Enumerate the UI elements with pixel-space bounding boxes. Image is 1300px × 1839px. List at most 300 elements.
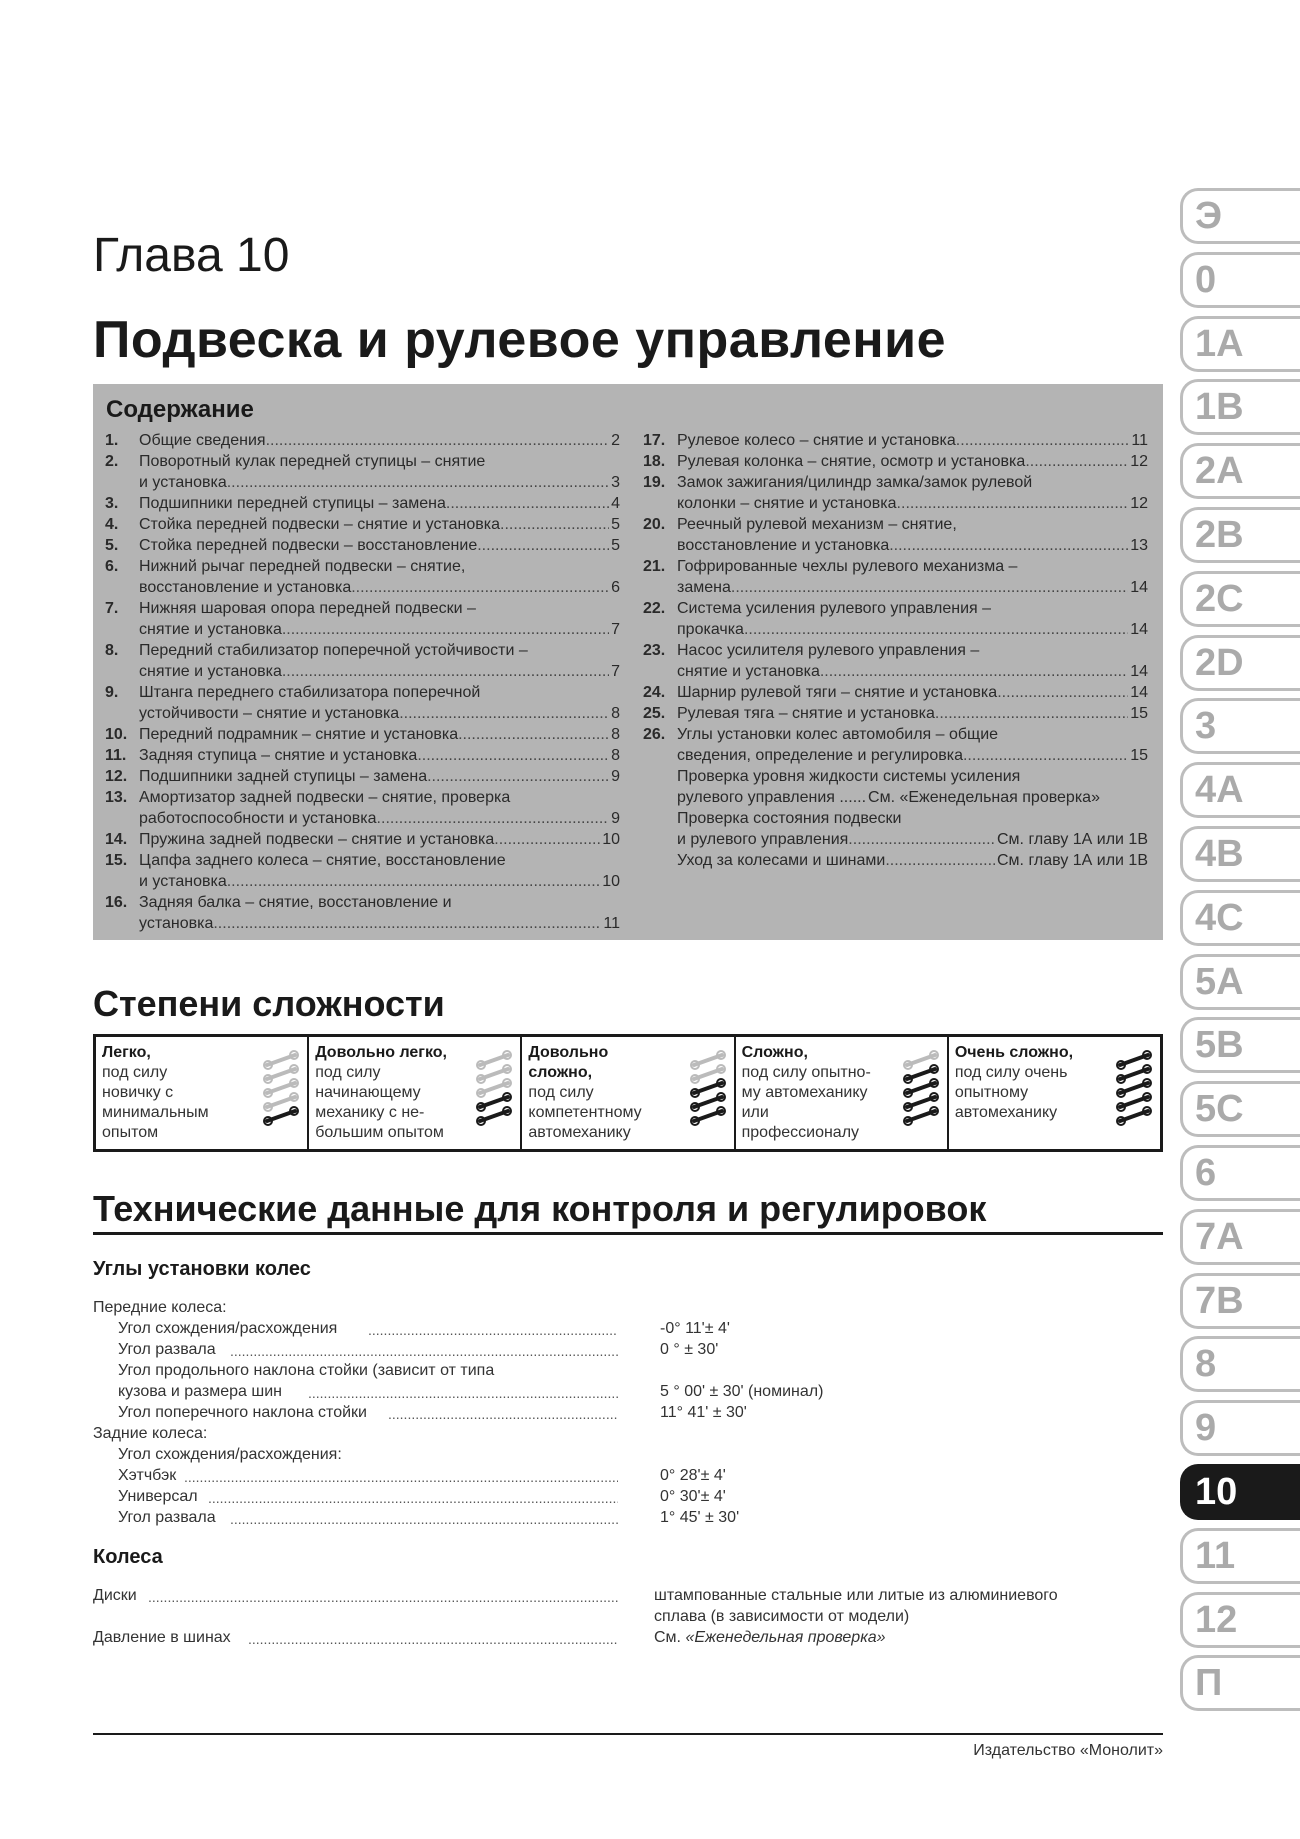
toc-item[interactable] — [643, 682, 1148, 703]
toc-item[interactable] — [105, 766, 620, 787]
toc-item-number: 26. — [643, 726, 666, 743]
toc-extra-line — [643, 766, 1148, 787]
toc-item-line — [139, 829, 620, 850]
toc-item-page: 9 — [611, 768, 620, 785]
contents-column-left — [105, 430, 620, 934]
chapter-tab-label: 5В — [1195, 1024, 1244, 1067]
footer-publisher: Издательство «Монолит» — [973, 1742, 1163, 1759]
dot-leader — [935, 703, 1128, 724]
difficulty-title: Довольно легко, — [315, 1044, 447, 1061]
toc-item-page: 14 — [1130, 684, 1148, 701]
toc-item[interactable] — [643, 451, 1148, 472]
tech-value: 0 ° ± 30' — [660, 1341, 719, 1358]
rear-toe-label: Угол схождения/расхождения: — [118, 1446, 342, 1463]
difficulty-title: Довольно — [528, 1044, 609, 1061]
toc-item-line — [677, 703, 1148, 724]
toc-item-number: 14. — [105, 831, 128, 848]
toc-extra-text: и рулевого управления — [677, 831, 849, 848]
toc-extra-text: Уход за колесами и шинами — [677, 852, 886, 869]
chapter-tab[interactable] — [1180, 507, 1300, 563]
toc-item-number: 11. — [105, 747, 127, 764]
rims-value-line2: сплава (в зависимости от модели) — [654, 1608, 910, 1625]
dot-leader — [208, 1490, 618, 1506]
chapter-tab-label: 2А — [1195, 450, 1244, 493]
toc-extra-line — [643, 850, 1148, 871]
toc-item-number: 7. — [105, 600, 119, 617]
footer-rule — [93, 1733, 1163, 1735]
toc-item-number: 18. — [643, 453, 666, 470]
difficulty-desc-line: опытом — [102, 1124, 159, 1141]
chapter-tab[interactable] — [1180, 1464, 1300, 1520]
toc-item-text: снятие и установка — [139, 663, 282, 680]
dot-leader — [897, 493, 1129, 514]
contents-box — [93, 384, 1163, 940]
chapter-tab-label: 1В — [1195, 386, 1244, 429]
tech-value: 0° 30'± 4' — [660, 1488, 726, 1505]
toc-item-line — [139, 682, 620, 703]
toc-item-number: 3. — [105, 495, 119, 512]
toc-item[interactable] — [643, 472, 1148, 514]
difficulty-heading: Степени сложности — [93, 983, 445, 1024]
toc-item-line — [139, 619, 620, 640]
toc-item-text: замена — [677, 579, 731, 596]
toc-item-text: Задняя балка – снятие, восстановление и — [139, 894, 452, 911]
toc-item[interactable] — [643, 640, 1148, 682]
difficulty-desc-line: под силу — [528, 1084, 594, 1101]
toc-item-number: 4. — [105, 516, 119, 533]
toc-item-number: 2. — [105, 453, 119, 470]
chapter-tab[interactable] — [1180, 571, 1300, 627]
chapter-tab[interactable] — [1180, 1145, 1300, 1201]
toc-item-line — [677, 535, 1148, 556]
toc-item[interactable] — [105, 556, 620, 598]
dot-leader — [427, 766, 609, 787]
toc-item-text: колонки – снятие и установка — [677, 495, 897, 512]
dot-leader — [227, 871, 600, 892]
toc-extra-text: Проверка состояния подвески — [677, 810, 902, 827]
dot-leader — [417, 745, 609, 766]
dot-leader — [889, 535, 1128, 556]
dot-leader — [308, 1385, 618, 1401]
toc-item-line — [139, 451, 620, 472]
toc-extra-text: рулевого управления ...... — [677, 789, 867, 806]
toc-extra-ref: См. главу 1А или 1В — [997, 831, 1148, 848]
toc-item-page: 13 — [1130, 537, 1148, 554]
tech-value: 5 ° 00' ± 30' (номинал) — [660, 1383, 824, 1400]
toc-item-line — [139, 703, 620, 724]
difficulty-desc-line: компетентному — [528, 1104, 642, 1121]
toc-item-number: 6. — [105, 558, 119, 575]
toc-item-text: восстановление и установка — [677, 537, 890, 554]
toc-item-number: 9. — [105, 684, 119, 701]
toc-item-line — [139, 766, 620, 787]
difficulty-level — [736, 1037, 949, 1149]
toc-item[interactable] — [105, 493, 620, 514]
toc-item[interactable] — [643, 703, 1148, 724]
toc-item-number: 5. — [105, 537, 119, 554]
difficulty-desc-line: му автомеханику — [741, 1084, 868, 1101]
contents-column-right — [643, 430, 1148, 871]
toc-item-number: 12. — [105, 768, 128, 785]
toc-item-line — [677, 661, 1148, 682]
dot-leader — [848, 829, 995, 850]
chapter-tab[interactable] — [1180, 443, 1300, 499]
chapter-tab[interactable] — [1180, 316, 1300, 372]
toc-item-text: Насос усилителя рулевого управления – — [677, 642, 980, 659]
toc-item-text: Задняя ступица – снятие и установка — [139, 747, 418, 764]
chapter-tab[interactable] — [1180, 954, 1300, 1010]
difficulty-level — [522, 1037, 735, 1149]
toc-item-page: 10 — [602, 873, 620, 890]
dot-leader — [227, 472, 609, 493]
difficulty-text — [742, 1043, 902, 1143]
chapter-tab[interactable] — [1180, 1081, 1300, 1137]
tech-value: -0° 11'± 4' — [660, 1320, 730, 1337]
chapter-tab-label: 10 — [1195, 1470, 1238, 1513]
difficulty-title: Легко, — [102, 1044, 151, 1061]
toc-item-text: Поворотный кулак передней ступицы – снятие — [139, 453, 486, 470]
chapter-tab[interactable] — [1180, 1528, 1300, 1584]
difficulty-desc-line: опытному — [954, 1084, 1029, 1101]
toc-item-text: Рулевая колонка – снятие, осмотр и установка — [677, 453, 1026, 470]
toc-item-number: 13. — [105, 789, 128, 806]
chapter-tab-label: 11 — [1195, 1534, 1236, 1577]
toc-item-number: 8. — [105, 642, 119, 659]
toc-item-number: 10. — [105, 726, 128, 743]
toc-item-line — [139, 871, 620, 892]
toc-item-text: Шарнир рулевой тяги – снятие и установка — [677, 684, 998, 701]
toc-item[interactable] — [105, 682, 620, 724]
difficulty-text — [955, 1043, 1115, 1123]
toc-item-line — [139, 598, 620, 619]
dot-leader — [388, 1406, 618, 1422]
dot-leader — [399, 703, 609, 724]
dot-leader — [731, 577, 1128, 598]
toc-extra-ref: См. главу 1А или 1В — [997, 852, 1148, 869]
chapter-tab[interactable] — [1180, 698, 1300, 754]
difficulty-desc-line: минимальным — [102, 1104, 209, 1121]
dot-leader — [230, 1511, 618, 1527]
toc-item-page: 14 — [1130, 579, 1148, 596]
toc-item-text: Стойка передней подвески – снятие и установка — [139, 516, 501, 533]
toc-item-number: 21. — [643, 558, 666, 575]
toc-item-text: работоспособности и установка — [139, 810, 377, 827]
toc-item-page: 11 — [603, 915, 620, 932]
toc-item-text: Гофрированные чехлы рулевого механизма – — [677, 558, 1018, 575]
toc-item-page: 2 — [611, 432, 620, 449]
difficulty-desc-line: профессионалу — [741, 1124, 860, 1141]
spanner-rating-icon — [690, 1049, 726, 1129]
toc-item[interactable] — [643, 556, 1148, 598]
spanner-rating-icon — [263, 1049, 299, 1129]
toc-item-text: Углы установки колес автомобиля – общие — [677, 726, 999, 743]
toc-item-text: Нижний рычаг передней подвески – снятие, — [139, 558, 466, 575]
chapter-tab-label: 7А — [1195, 1215, 1244, 1258]
toc-item-line — [139, 514, 620, 535]
tech-label: Угол продольного наклона стойки (зависит от типа — [118, 1362, 495, 1379]
toc-item-page: 14 — [1130, 663, 1148, 680]
toc-item[interactable] — [105, 640, 620, 682]
toc-item-line — [139, 808, 620, 829]
toc-item-page: 8 — [611, 726, 620, 743]
front-wheels-label: Передние колеса: — [93, 1299, 227, 1316]
dot-leader — [148, 1589, 618, 1605]
toc-item-line — [139, 493, 620, 514]
toc-item-line — [139, 640, 620, 661]
chapter-tab-label: П — [1195, 1662, 1223, 1705]
toc-item[interactable] — [105, 745, 620, 766]
toc-item-text: Реечный рулевой механизм – снятие, — [677, 516, 957, 533]
toc-extra-row — [677, 808, 1148, 829]
toc-item-line — [677, 745, 1148, 766]
toc-item[interactable] — [643, 598, 1148, 640]
toc-extra-row — [677, 850, 1148, 871]
chapter-tab[interactable] — [1180, 379, 1300, 435]
toc-item-number: 19. — [643, 474, 666, 491]
tech-label: Хэтчбэк — [118, 1467, 177, 1484]
dot-leader — [248, 1631, 618, 1647]
difficulty-desc-line: или — [741, 1104, 769, 1121]
toc-item-text: установка — [139, 915, 214, 932]
toc-item-line — [677, 598, 1148, 619]
toc-item-text: Подшипники передней ступицы – замена — [139, 495, 446, 512]
spanner-rating-icon — [476, 1049, 512, 1129]
difficulty-text — [102, 1043, 262, 1143]
dot-leader — [446, 493, 609, 514]
toc-item-text: Нижняя шаровая опора передней подвески – — [139, 600, 476, 617]
toc-item-line — [139, 892, 620, 913]
toc-item-line — [139, 787, 620, 808]
toc-item-number: 1. — [105, 432, 119, 449]
chapter-tab-label: 5С — [1195, 1088, 1244, 1131]
toc-item-text: Пружина задней подвески – снятие и установка — [139, 831, 495, 848]
dot-leader — [997, 682, 1128, 703]
toc-item-text: и установка — [139, 873, 227, 890]
dot-leader — [368, 1322, 618, 1338]
toc-item[interactable] — [105, 829, 620, 850]
toc-item-text: Рулевое колесо – снятие и установка — [677, 432, 956, 449]
toc-item-line — [139, 661, 620, 682]
toc-item-number: 15. — [105, 852, 128, 869]
toc-item-line — [139, 430, 620, 451]
toc-item[interactable] — [105, 451, 620, 493]
tech-value: 0° 28'± 4' — [660, 1467, 726, 1484]
chapter-tab[interactable] — [1180, 1655, 1300, 1711]
toc-item-line — [139, 724, 620, 745]
rear-wheels-label: Задние колеса: — [93, 1425, 208, 1442]
chapter-tab-label: 7В — [1195, 1279, 1244, 1322]
toc-item-text: прокачка — [677, 621, 744, 638]
dot-leader — [956, 430, 1130, 451]
toc-extra-ref: См. «Еженедельная проверка» — [868, 789, 1100, 806]
difficulty-desc-line: под силу опытно- — [741, 1064, 871, 1081]
toc-item[interactable] — [643, 724, 1148, 766]
difficulty-title: Сложно, — [741, 1044, 808, 1061]
toc-extra-text: Проверка уровня жидкости системы усиления — [677, 768, 1021, 785]
toc-item-text: Амортизатор задней подвески – снятие, проверка — [139, 789, 511, 806]
chapter-tab[interactable] — [1180, 826, 1300, 882]
difficulty-desc-line: под силу — [102, 1064, 168, 1081]
toc-item-text: Замок зажигания/цилиндр замка/замок рулевой — [677, 474, 1033, 491]
dot-leader — [500, 514, 609, 535]
chapter-tab[interactable] — [1180, 635, 1300, 691]
chapter-tab[interactable] — [1180, 1017, 1300, 1073]
dot-leader — [213, 913, 601, 934]
difficulty-title: Очень сложно, — [954, 1044, 1074, 1061]
tech-label: Угол поперечного наклона стойки — [118, 1404, 367, 1421]
dot-leader — [1025, 451, 1128, 472]
chapter-tab[interactable] — [1180, 252, 1300, 308]
dot-leader — [282, 619, 609, 640]
toc-item-line — [677, 577, 1148, 598]
dot-leader — [963, 745, 1128, 766]
difficulty-title-2: сложно, — [528, 1064, 593, 1081]
chapter-tab[interactable] — [1180, 1336, 1300, 1392]
toc-item[interactable] — [643, 430, 1148, 451]
dot-leader — [744, 619, 1128, 640]
dot-leader — [885, 850, 995, 871]
toc-item[interactable] — [643, 514, 1148, 556]
chapter-tab-label: 9 — [1195, 1407, 1217, 1450]
toc-extra-line — [643, 787, 1148, 808]
tech-label: Угол развала — [118, 1341, 216, 1358]
toc-item-page: 4 — [611, 495, 620, 512]
difficulty-desc-line: под силу — [315, 1064, 381, 1081]
chapter-tab[interactable] — [1180, 188, 1300, 244]
toc-item-text: снятие и установка — [677, 663, 820, 680]
chapter-tab[interactable] — [1180, 1273, 1300, 1329]
toc-item-number: 22. — [643, 600, 666, 617]
toc-item[interactable] — [105, 892, 620, 934]
pressure-ref: «Еженедельная проверка» — [685, 1629, 886, 1646]
dot-leader — [282, 661, 609, 682]
tech-value: 1° 45' ± 30' — [660, 1509, 740, 1526]
toc-item-line — [677, 619, 1148, 640]
toc-item-line — [677, 493, 1148, 514]
toc-item-line — [677, 682, 1148, 703]
toc-item-page: 15 — [1130, 705, 1148, 722]
toc-item-text: Общие сведения — [139, 432, 266, 449]
chapter-tab-label: 2В — [1195, 513, 1244, 556]
tech-heading-rule — [93, 1232, 1163, 1235]
toc-item[interactable] — [105, 787, 620, 829]
toc-item-number: 23. — [643, 642, 666, 659]
toc-item-page: 8 — [611, 747, 620, 764]
toc-item-text: и установка — [139, 474, 227, 491]
difficulty-desc-line: новичку с — [102, 1084, 174, 1101]
toc-item-page: 15 — [1130, 747, 1148, 764]
tech-heading: Технические данные для контроля и регулировок — [93, 1188, 987, 1229]
dot-leader — [184, 1469, 618, 1485]
toc-item-page: 7 — [611, 621, 620, 638]
toc-item[interactable] — [105, 724, 620, 745]
tech-label: Угол схождения/расхождения — [118, 1320, 338, 1337]
chapter-tab[interactable] — [1180, 1400, 1300, 1456]
toc-item-text: Система усиления рулевого управления – — [677, 600, 992, 617]
toc-item-page: 12 — [1130, 453, 1148, 470]
difficulty-level — [96, 1037, 309, 1149]
chapter-tab[interactable] — [1180, 890, 1300, 946]
toc-item-page: 11 — [1131, 432, 1148, 449]
toc-item-text: Передний стабилизатор поперечной устойчивости – — [139, 642, 528, 659]
chapter-tab-label: 2D — [1195, 641, 1244, 684]
toc-item[interactable] — [105, 514, 620, 535]
toc-item-number: 25. — [643, 705, 666, 722]
chapter-tab[interactable] — [1180, 1209, 1300, 1265]
toc-item[interactable] — [105, 535, 620, 556]
spanner-rating-icon — [1116, 1049, 1152, 1129]
chapter-tab[interactable] — [1180, 1592, 1300, 1648]
pressure-label: Давление в шинах — [93, 1629, 231, 1646]
chapter-tab-label: 6 — [1195, 1151, 1217, 1194]
page-title: Подвеска и рулевое управление — [93, 311, 947, 369]
toc-item-text: устойчивости – снятие и установка — [139, 705, 400, 722]
pressure-value — [654, 1629, 886, 1647]
chapter-tab-label: 0 — [1195, 258, 1217, 301]
chapter-tab-label: 3 — [1195, 705, 1217, 748]
difficulty-text — [528, 1043, 688, 1143]
chapter-tab-label: Э — [1195, 195, 1223, 237]
toc-item-line — [139, 850, 620, 871]
difficulty-desc-line: начинающему — [315, 1084, 421, 1101]
difficulty-desc-line: автомеханику — [528, 1124, 631, 1141]
toc-item-line — [139, 535, 620, 556]
chapter-tab-label: 4А — [1195, 769, 1244, 812]
tech-label: Угол развала — [118, 1509, 216, 1526]
chapter-tab-label: 4В — [1195, 832, 1244, 875]
toc-item-text: восстановление и установка — [139, 579, 352, 596]
dot-leader — [494, 829, 600, 850]
difficulty-desc-line: автомеханику — [954, 1104, 1058, 1121]
toc-item[interactable] — [105, 430, 620, 451]
tech-value: 11° 41' ± 30' — [660, 1404, 747, 1421]
dot-leader — [820, 661, 1128, 682]
contents-heading: Содержание — [106, 396, 254, 423]
toc-item-line — [677, 724, 1148, 745]
dot-leader — [230, 1343, 618, 1359]
toc-item[interactable] — [105, 598, 620, 640]
toc-item-text: Штанга переднего стабилизатора поперечной — [139, 684, 481, 701]
wheels-heading: Колеса — [93, 1546, 163, 1568]
toc-item-line — [677, 556, 1148, 577]
toc-extra-line — [643, 829, 1148, 850]
wheel-angles-heading: Углы установки колес — [93, 1258, 311, 1280]
difficulty-desc-line: под силу очень — [954, 1064, 1068, 1081]
toc-item-page: 5 — [611, 516, 620, 533]
rims-value-line1: штампованные стальные или литые из алюминиевого — [654, 1587, 1058, 1604]
toc-extra-line — [643, 808, 1148, 829]
chapter-tabs — [1180, 188, 1300, 1719]
toc-item-number: 16. — [105, 894, 128, 911]
difficulty-desc-line: механику с не- — [315, 1104, 425, 1121]
dot-leader — [266, 430, 610, 451]
toc-item-text: Рулевая тяга – снятие и установка — [677, 705, 935, 722]
difficulty-text — [315, 1043, 475, 1143]
toc-item-line — [139, 556, 620, 577]
toc-item-number: 20. — [643, 516, 666, 533]
toc-item-text: Передний подрамник – снятие и установка — [139, 726, 459, 743]
dot-leader — [377, 808, 610, 829]
toc-item-page: 7 — [611, 663, 620, 680]
difficulty-desc-line: большим опытом — [315, 1124, 444, 1141]
chapter-tab[interactable] — [1180, 762, 1300, 818]
tech-label: Универсал — [118, 1488, 198, 1505]
toc-item-page: 12 — [1130, 495, 1148, 512]
chapter-tab-label: 5А — [1195, 960, 1244, 1003]
toc-item[interactable] — [105, 850, 620, 892]
chapter-tab-label: 4С — [1195, 896, 1244, 939]
toc-item-number: 24. — [643, 684, 666, 701]
